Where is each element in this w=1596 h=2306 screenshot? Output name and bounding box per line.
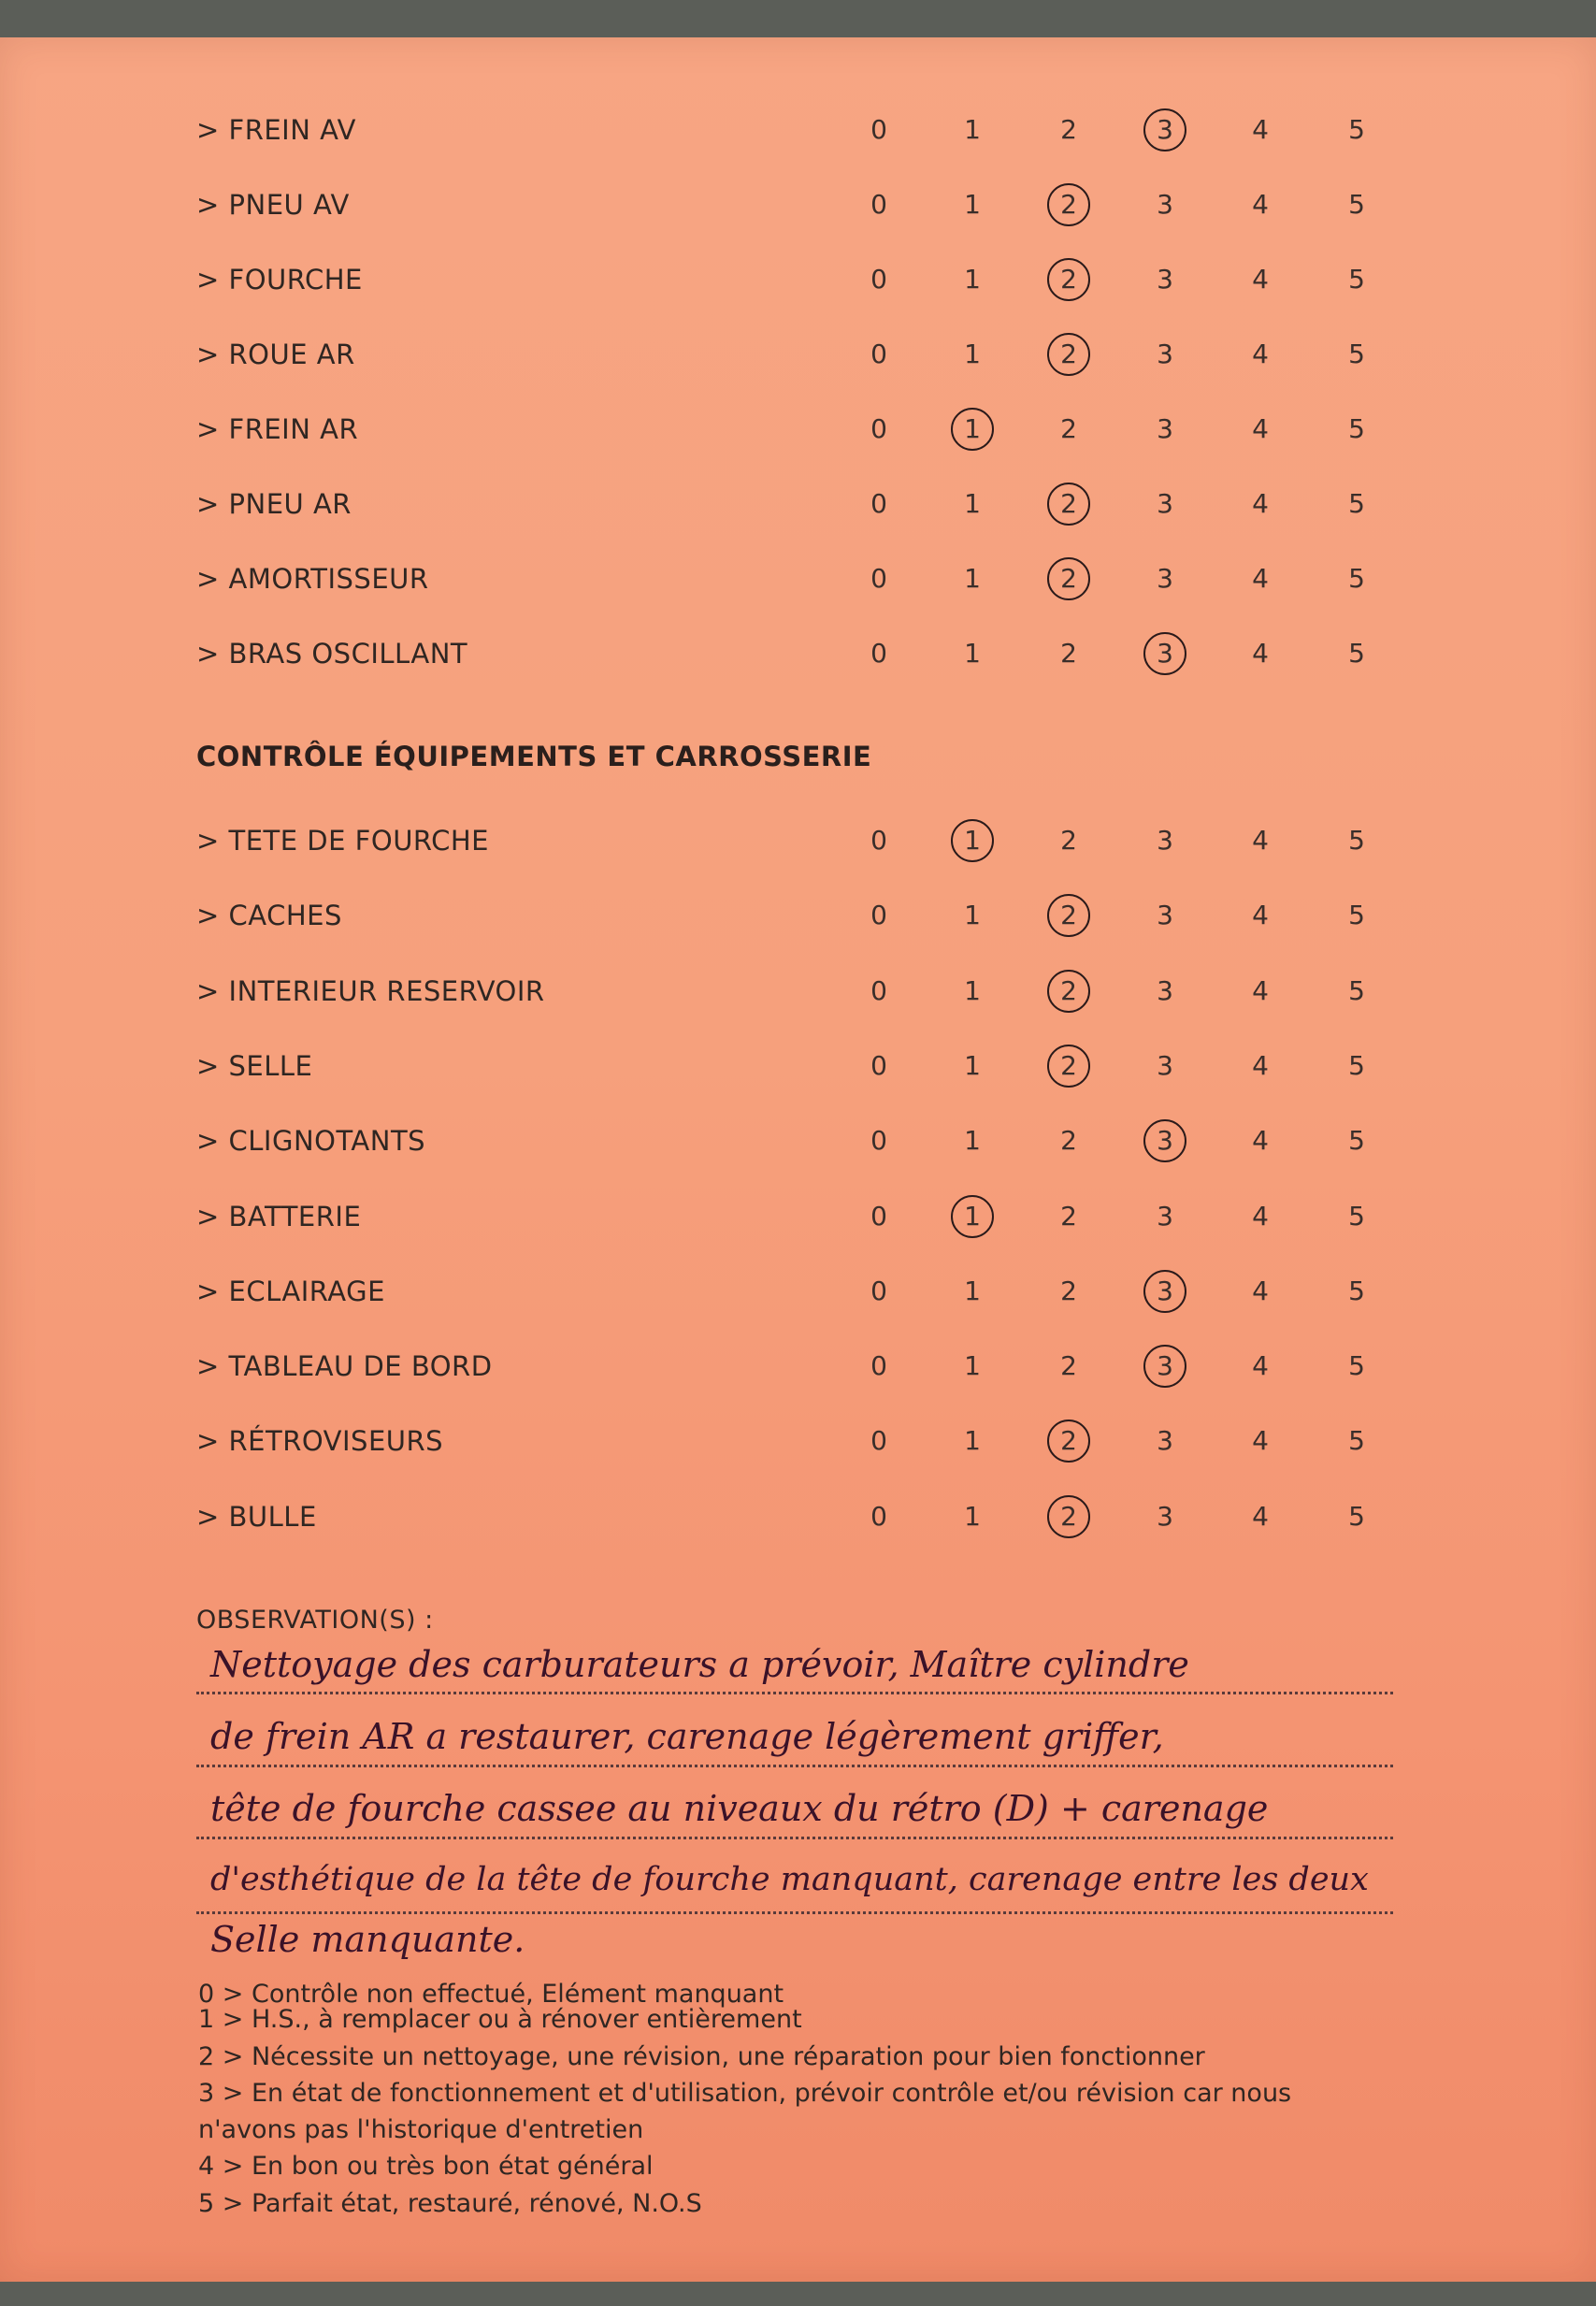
score-option: 1: [964, 264, 981, 295]
score-option: 2: [1060, 1125, 1077, 1157]
rating-row: [0, 1266, 1596, 1322]
score-option: 3: [1157, 900, 1173, 931]
score-option: 4: [1252, 1350, 1269, 1382]
score-option: 5: [1348, 413, 1365, 444]
score-selected: 2: [1047, 1050, 1090, 1081]
rating-label: > FOURCHE: [196, 264, 363, 295]
score-option: 0: [870, 1350, 887, 1382]
score-option: 5: [1348, 1350, 1365, 1382]
score-option: 5: [1348, 1125, 1365, 1157]
rating-row: [0, 815, 1596, 872]
legend-line-4: 4 > En bon ou très bon état général: [198, 2152, 654, 2181]
score-option: 4: [1252, 339, 1269, 369]
score-option: 5: [1348, 189, 1365, 220]
score-option: 4: [1252, 114, 1269, 145]
score-option: 1: [964, 1049, 981, 1081]
score-option: 4: [1252, 1275, 1269, 1306]
rating-label: > AMORTISSEUR: [196, 563, 429, 595]
score-option: 4: [1252, 1200, 1269, 1232]
section-title: CONTRÔLE ÉQUIPEMENTS ET CARROSSERIE: [196, 741, 872, 772]
score-option: 2: [1060, 1350, 1077, 1382]
score-option: 4: [1252, 1125, 1269, 1157]
score-option: 0: [870, 189, 887, 220]
score-option: 4: [1252, 264, 1269, 295]
score-selected: 1: [951, 825, 994, 856]
score-option: 5: [1348, 563, 1365, 594]
rating-label: > SELLE: [196, 1049, 313, 1082]
score-option: 3: [1157, 413, 1173, 444]
score-option: 5: [1348, 974, 1365, 1006]
score-option: 0: [870, 563, 887, 594]
observation-text-line-1: Nettoyage des carburateurs a prévoir, Maître cylindre: [210, 1644, 1189, 1685]
score-option: 5: [1348, 900, 1365, 931]
score-option: 3: [1157, 488, 1173, 519]
score-option: 0: [870, 900, 887, 931]
rating-label: > BULLE: [196, 1500, 317, 1533]
score-option: 4: [1252, 974, 1269, 1006]
score-option: 4: [1252, 413, 1269, 444]
score-option: 0: [870, 825, 887, 856]
score-option: 0: [870, 1125, 887, 1157]
observation-text-line-4: d'esthétique de la tête de fourche manquant, carenage entre les deux: [210, 1861, 1369, 1898]
score-option: 0: [870, 339, 887, 369]
score-option: 0: [870, 114, 887, 145]
score-option: 0: [870, 264, 887, 295]
rating-label: > INTERIEUR RESERVOIR: [196, 974, 545, 1007]
score-selected: 2: [1047, 1425, 1090, 1456]
rating-label: > PNEU AV: [196, 189, 350, 221]
score-option: 2: [1060, 1275, 1077, 1306]
legend-line-0: 0 > Contrôle non effectué, Elément manquant: [198, 1980, 784, 2009]
score-selected: 2: [1047, 563, 1090, 594]
score-option: 0: [870, 1200, 887, 1232]
score-option: 1: [964, 1350, 981, 1382]
score-option: 1: [964, 638, 981, 669]
score-option: 5: [1348, 264, 1365, 295]
score-option: 4: [1252, 900, 1269, 931]
score-option: 3: [1157, 563, 1173, 594]
score-option: 1: [964, 1500, 981, 1532]
score-selected: 2: [1047, 900, 1090, 930]
score-option: 1: [964, 1125, 981, 1157]
legend-line-3b: n'avons pas l'historique d'entretien: [198, 2115, 644, 2144]
observation-text-line-3: tête de fourche cassee au niveaux du rétro (D) + carenage: [210, 1788, 1269, 1829]
score-option: 5: [1348, 1425, 1365, 1457]
score-option: 5: [1348, 1200, 1365, 1232]
rating-row: [0, 404, 1596, 460]
score-option: 0: [870, 1500, 887, 1532]
rating-label: > BATTERIE: [196, 1200, 362, 1232]
score-option: 0: [870, 1425, 887, 1457]
score-option: 4: [1252, 488, 1269, 519]
score-selected: 2: [1047, 975, 1090, 1006]
observation-text-line-5: Selle manquante.: [210, 1919, 525, 1960]
observations-label: OBSERVATION(S) :: [196, 1606, 434, 1635]
rating-row: [0, 1492, 1596, 1548]
rating-row: [0, 105, 1596, 161]
score-option: 3: [1157, 264, 1173, 295]
score-option: 3: [1157, 825, 1173, 856]
score-option: 5: [1348, 488, 1365, 519]
score-selected: 3: [1143, 1125, 1186, 1156]
inspection-sheet: [0, 37, 1596, 2282]
score-selected: 3: [1143, 638, 1186, 669]
observation-text-line-2: de frein AR a restaurer, carenage légèrement griffer,: [210, 1716, 1164, 1757]
score-selected: 3: [1143, 1276, 1186, 1306]
rating-label: > CLIGNOTANTS: [196, 1125, 426, 1158]
score-option: 5: [1348, 1049, 1365, 1081]
rating-label: > PNEU AR: [196, 488, 352, 520]
score-option: 5: [1348, 825, 1365, 856]
score-option: 1: [964, 189, 981, 220]
score-selected: 2: [1047, 488, 1090, 519]
score-option: 1: [964, 114, 981, 145]
rating-label: > CACHES: [196, 900, 342, 932]
score-option: 1: [964, 488, 981, 519]
score-option: 3: [1157, 1500, 1173, 1532]
rating-row: [0, 180, 1596, 236]
rating-row: [0, 966, 1596, 1022]
rating-row: [0, 254, 1596, 310]
score-option: 1: [964, 1275, 981, 1306]
score-option: 4: [1252, 563, 1269, 594]
rating-label: > ECLAIRAGE: [196, 1275, 385, 1307]
legend-line-5: 5 > Parfait état, restauré, rénové, N.O.S: [198, 2189, 702, 2218]
rating-row: [0, 1041, 1596, 1097]
rating-label: > TABLEAU DE BORD: [196, 1350, 493, 1383]
score-option: 2: [1060, 825, 1077, 856]
score-option: 3: [1157, 189, 1173, 220]
rating-row: [0, 1416, 1596, 1472]
score-option: 0: [870, 488, 887, 519]
score-selected: 2: [1047, 339, 1090, 369]
rating-row: [0, 1191, 1596, 1247]
rating-label: > FREIN AR: [196, 413, 359, 445]
legend-line-2: 2 > Nécessite un nettoyage, une révision, une réparation pour bien fonctionner: [198, 2042, 1205, 2071]
rating-row: [0, 1116, 1596, 1172]
score-option: 3: [1157, 1049, 1173, 1081]
score-option: 1: [964, 1425, 981, 1457]
rating-row: [0, 1341, 1596, 1397]
score-option: 3: [1157, 974, 1173, 1006]
score-option: 2: [1060, 413, 1077, 444]
score-option: 4: [1252, 825, 1269, 856]
score-option: 1: [964, 900, 981, 931]
score-option: 3: [1157, 339, 1173, 369]
score-selected: 1: [951, 413, 994, 444]
score-option: 0: [870, 1049, 887, 1081]
rating-row: [0, 329, 1596, 385]
rating-label: > RÉTROVISEURS: [196, 1425, 444, 1458]
score-selected: 2: [1047, 264, 1090, 295]
score-option: 1: [964, 339, 981, 369]
rating-row: [0, 890, 1596, 946]
score-selected: 2: [1047, 189, 1090, 220]
score-selected: 2: [1047, 1501, 1090, 1532]
score-option: 5: [1348, 1275, 1365, 1306]
rating-label: > BRAS OSCILLANT: [196, 638, 468, 670]
score-option: 4: [1252, 1425, 1269, 1457]
score-option: 3: [1157, 1200, 1173, 1232]
score-option: 2: [1060, 1200, 1077, 1232]
score-option: 0: [870, 413, 887, 444]
score-option: 4: [1252, 1500, 1269, 1532]
rating-row: [0, 479, 1596, 535]
rating-label: > ROUE AR: [196, 339, 355, 370]
rating-label: > TETE DE FOURCHE: [196, 825, 489, 857]
score-option: 1: [964, 974, 981, 1006]
score-option: 5: [1348, 1500, 1365, 1532]
legend-line-3: 3 > En état de fonctionnement et d'utilisation, prévoir contrôle et/ou révision car nous: [198, 2079, 1292, 2108]
score-option: 4: [1252, 1049, 1269, 1081]
rating-row: [0, 554, 1596, 610]
score-option: 2: [1060, 638, 1077, 669]
score-selected: 1: [951, 1201, 994, 1232]
score-selected: 3: [1143, 1350, 1186, 1381]
score-option: 2: [1060, 114, 1077, 145]
score-option: 3: [1157, 1425, 1173, 1457]
rating-label: > FREIN AV: [196, 114, 356, 146]
score-option: 4: [1252, 638, 1269, 669]
score-option: 0: [870, 638, 887, 669]
score-option: 0: [870, 974, 887, 1006]
score-option: 0: [870, 1275, 887, 1306]
score-selected: 3: [1143, 114, 1186, 145]
rating-row: [0, 628, 1596, 685]
score-option: 1: [964, 563, 981, 594]
score-option: 4: [1252, 189, 1269, 220]
legend-line-1: 1 > H.S., à remplacer ou à rénover entièrement: [198, 2005, 802, 2034]
score-option: 5: [1348, 339, 1365, 369]
score-option: 5: [1348, 114, 1365, 145]
score-option: 5: [1348, 638, 1365, 669]
